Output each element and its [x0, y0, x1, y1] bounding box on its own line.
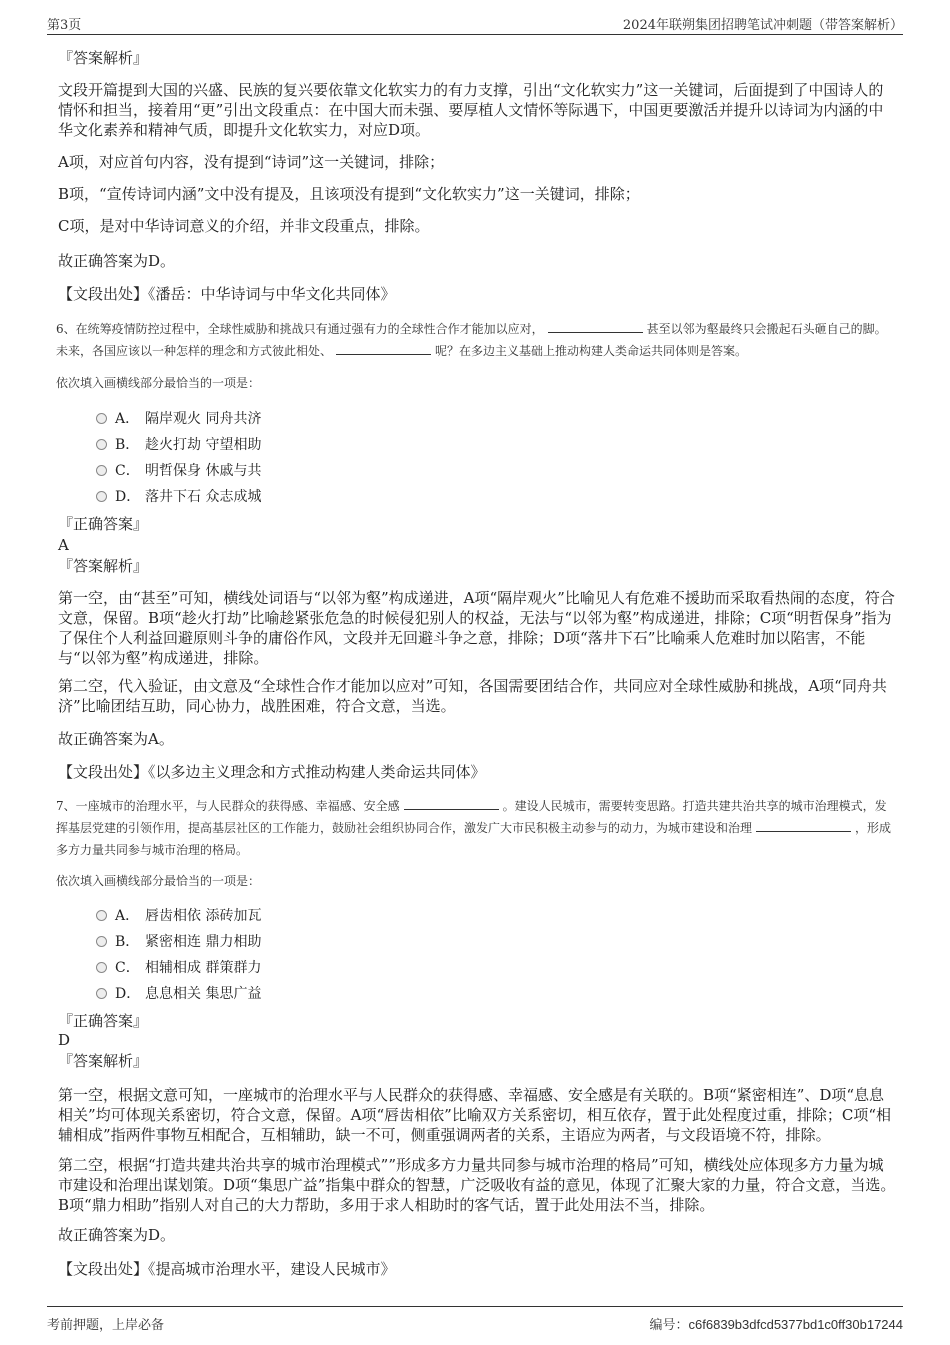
radio-icon[interactable]: [96, 988, 107, 999]
option-a[interactable]: A． 唇齿相依 添砖加瓦: [96, 906, 261, 926]
footer-slogan: 考前押题，上岸必备: [47, 1318, 165, 1333]
document-serial: 编号：c6f6839b3dfcd5377bd1c0ff30b17244: [649, 1317, 903, 1333]
option-b[interactable]: B． 趁火打劫 守望相助: [96, 435, 261, 455]
option-a[interactable]: A． 隔岸观火 同舟共济: [96, 409, 261, 429]
source-citation: 【文段出处】《以多边主义理念和方式推动构建人类命运共同体》: [58, 763, 486, 781]
analysis-paragraph: 第二空，根据“打造共建共治共享的城市治理模式””形成多方力量共同参与城市治理的格局”可知，横线处应体现多方力量为城市建设和治理出谋划策。D项“集思广益”指集中群众的智慧，广泛吸收有益的意见，体现了汇聚大家的力量，符合文意，当选。B项“鼎力相助”指别人对自己的大力帮助，多用于求人相助时的客气话，置于此处用法不当，排除。: [58, 1156, 896, 1214]
page-number: 第3页: [47, 18, 82, 33]
radio-icon[interactable]: [96, 439, 107, 450]
question-instruction: 依次填入画横线部分最恰当的一项是：: [56, 376, 261, 390]
analysis-paragraph: A项，对应首句内容，没有提到“诗词”这一关键词，排除；: [58, 153, 445, 171]
radio-icon[interactable]: [96, 491, 107, 502]
correct-answer-value: D: [58, 1031, 71, 1049]
correct-answer-heading: 『正确答案』: [58, 515, 149, 533]
analysis-paragraph: B项，“宣传诗词内涵”文中没有提及，且该项没有提到“文化软实力”这一关键词，排除；: [58, 185, 640, 203]
option-c[interactable]: C． 明哲保身 休戚与共: [96, 461, 261, 481]
option-b[interactable]: B． 紧密相连 鼎力相助: [96, 932, 261, 952]
analysis-paragraph: 第二空，代入验证，由文意及“全球性合作才能加以应对”可知，各国需要团结合作，共同应对全球性威胁和挑战，A项“同舟共济”比喻团结互助，同心协力，战胜困难，符合文意，当选。: [58, 677, 887, 715]
correct-answer-statement: 故正确答案为D。: [58, 252, 176, 270]
question-stem: [56, 795, 898, 861]
source-citation: 【文段出处】《潘岳：中华诗词与中华文化共同体》: [58, 285, 396, 303]
fill-blank: [548, 320, 643, 333]
correct-answer-statement: 故正确答案为A。: [58, 730, 174, 748]
stem-text: 呢？在多边主义基础上推动构建人类命运共同体则是答案。: [435, 344, 748, 358]
fill-blank: [756, 819, 851, 832]
correct-answer-value: A: [58, 536, 69, 554]
radio-icon[interactable]: [96, 910, 107, 921]
analysis-paragraph: C项，是对中华诗词意义的介绍，并非文段重点，排除。: [58, 217, 430, 235]
analysis-paragraph: 文段开篇提到大国的兴盛、民族的复兴要依靠文化软实力的有力支撑，引出“文化软实力”这一关键词，后面提到了中国诗人的情怀和担当，接着用“更”引出文段重点：在中国大而未强、要厚植人文情怀等际遇下，中国更要激活并提升以诗词为内涵的中华文化素养和精神气质，即提升文化软实力，对应D项。: [58, 81, 884, 139]
option-c[interactable]: C． 相辅相成 群策群力: [96, 958, 261, 978]
stem-text: 。建设人民城市，需要转变思路。打造共建共治共享的城市治理模式，发挥基层党建的引领作用，提高基层社区的工作能力，鼓励社会组织协同合作，激发广大市民积极主动参与的动力，为城市建设和治理: [56, 799, 887, 835]
radio-icon[interactable]: [96, 962, 107, 973]
analysis-paragraph: 第一空，根据文意可知，一座城市的治理水平与人民群众的获得感、幸福感、安全感是有关联的。B项“紧密相连”、D项“息息相关”均可体现关系密切，符合文意，保留。A项“唇齿相依”比喻双方关系密切，相互依存，置于此处程度过重，排除；C项“相辅相成”指两件事物互相配合，互相辅助，缺一不可，侧重强调两者的关系，主语应为两者，与文段语境不符，排除。: [58, 1086, 891, 1144]
fill-blank: [404, 797, 499, 810]
question-stem: [56, 318, 898, 362]
page-footer: [47, 1306, 903, 1331]
stem-text: 7、一座城市的治理水平，与人民群众的获得感、幸福感、安全感: [56, 799, 400, 813]
option-d[interactable]: D． 落井下石 众志成城: [96, 487, 261, 507]
source-citation: 【文段出处】《提高城市治理水平，建设人民城市》: [58, 1260, 396, 1278]
document-title: 2024年联朔集团招聘笔试冲刺题（带答案解析）: [622, 18, 903, 33]
radio-icon[interactable]: [96, 413, 107, 424]
radio-icon[interactable]: [96, 465, 107, 476]
analysis-heading: 『答案解析』: [58, 49, 149, 67]
stem-text: ，形成多方力量共同参与城市治理的格局。: [56, 821, 892, 857]
stem-text: 甚至以邻为壑最终只会搬起石头砸自己的脚。未来，各国应该以一种怎样的理念和方式彼此相处、: [56, 322, 887, 358]
analysis-heading: 『答案解析』: [58, 557, 149, 575]
page-header: [47, 14, 903, 35]
option-d[interactable]: D． 息息相关 集思广益: [96, 984, 261, 1004]
correct-answer-statement: 故正确答案为D。: [58, 1226, 176, 1244]
correct-answer-heading: 『正确答案』: [58, 1012, 149, 1030]
analysis-heading: 『答案解析』: [58, 1052, 149, 1070]
question-instruction: 依次填入画横线部分最恰当的一项是：: [56, 874, 261, 888]
stem-text: 6、在统筹疫情防控过程中，全球性威胁和挑战只有通过强有力的全球性合作才能加以应对，: [56, 322, 544, 336]
fill-blank: [336, 342, 431, 355]
radio-icon[interactable]: [96, 936, 107, 947]
analysis-paragraph: 第一空，由“甚至”可知，横线处词语与“以邻为壑”构成递进，A项“隔岸观火”比喻见人有危难不援助而采取看热闹的态度，符合文意，保留。B项“趁火打劫”比喻趁紧张危急的时候侵犯别人的权益，无法与“以邻为壑”构成递进，排除；C项“明哲保身”指为了保住个人利益回避原则斗争的庸俗作风，文段并无回避斗争之意，排除；D项“落井下石”比喻乘人危难时加以陷害，不能与“以邻为壑”构成递进，排除。: [58, 589, 895, 667]
